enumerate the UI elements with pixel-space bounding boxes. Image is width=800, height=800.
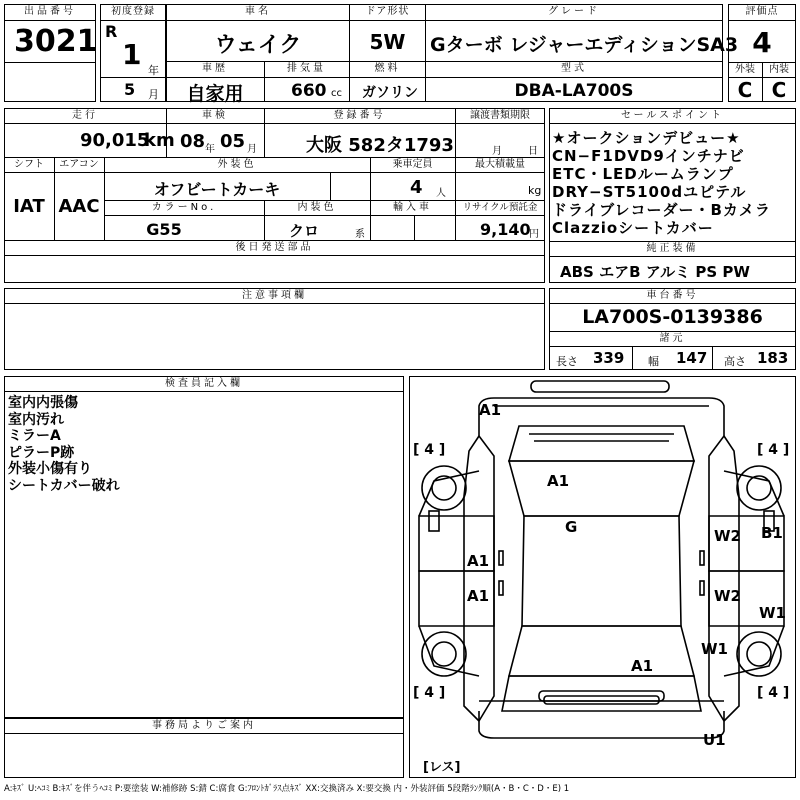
tire-label: [ 4 ] [757, 685, 790, 701]
tire-label: [ 4 ] [413, 442, 446, 458]
score-header: 評価点 [745, 6, 779, 17]
chassis-header: 車台番号 [646, 290, 699, 301]
exterior-grade: C [737, 78, 753, 102]
legend: A:ｷｽﾞ U:ﾍｺﾐ B:ｷｽﾞを伴うﾍｺﾐ P:要塗装 W:補修跡 S:錆 C:腐食 G:ﾌﾛﾝﾄｶﾞﾗｽ点ｷｽﾞ XX:交換済み X:要交換 内・外装評価 5段階ﾗﾝｸ順(A・B・C・D・E) 1 [4, 784, 570, 794]
inspector-notes-header: 検査員記入欄 [165, 378, 243, 389]
capacity-unit: 人 [436, 188, 446, 199]
shift-header: シフト [14, 159, 44, 170]
damage-mark: W2 [714, 527, 741, 545]
import-header: 輸入車 [393, 202, 432, 213]
damage-mark: B1 [761, 524, 783, 542]
grade: Gターボ レジャーエディションSA3 [430, 34, 739, 56]
model-code: DBA-LA700S [514, 81, 634, 101]
inspector-notes-box [4, 376, 404, 718]
tire-label: [ 4 ] [413, 685, 446, 701]
interior-grade: C [771, 78, 787, 102]
damage-mark: G [565, 518, 578, 536]
inspector-note: シートカバー破れ [8, 477, 120, 494]
car-name-header: 車名 [245, 6, 271, 17]
inspector-note: 室内内張傷 [8, 395, 78, 411]
sales-points-header: セールスポイント [620, 110, 725, 121]
width-label: 幅 [648, 355, 659, 368]
inspector-note: 外装小傷有り [8, 461, 92, 477]
length-label: 長さ [556, 355, 578, 368]
km-unit: km [144, 130, 175, 151]
damage-mark: A1 [467, 587, 490, 605]
damage-mark: W2 [714, 587, 741, 605]
deadline-month-unit: 月 [492, 146, 502, 157]
recycle-fee: 9,140 [480, 220, 531, 239]
lot-number: 3021 [14, 24, 98, 59]
shift-value: IAT [13, 196, 45, 217]
color-no-header: カラーNo. [151, 202, 217, 213]
model-header: 型式 [561, 63, 587, 74]
capacity-header: 乗車定員 [392, 159, 433, 170]
score: 4 [752, 26, 772, 59]
sales-point: CN−F1DVD9インチナビ [552, 147, 745, 165]
damage-mark: W1 [759, 604, 786, 622]
max-load-header: 最大積載量 [475, 159, 525, 170]
damage-mark: W1 [701, 640, 728, 658]
sales-point: ETC・LEDルームランプ [552, 165, 734, 183]
door-header: ドア形状 [365, 6, 410, 17]
sales-point: ドライブレコーダー・Bカメラ [552, 201, 771, 219]
fuel-header: 燃料 [374, 63, 401, 74]
transfer-deadline-header: 譲渡書類期限 [470, 110, 530, 121]
capacity: 4 [410, 177, 423, 198]
office-notice-header: 事務局よりご案内 [152, 720, 256, 731]
month-unit: 月 [148, 88, 159, 101]
damage-mark: A1 [547, 472, 570, 490]
spare-tire-label: [レス] [423, 760, 461, 775]
plate-number: 大阪 582タ1793 [306, 135, 454, 156]
deadline-day-unit: 日 [528, 146, 538, 157]
fuel-type: ガソリン [362, 85, 418, 101]
cc-unit: cc [331, 88, 342, 99]
damage-mark: A1 [631, 657, 654, 675]
width-value: 147 [676, 349, 708, 367]
displacement-header: 排気量 [287, 63, 326, 74]
mileage-header: 走行 [72, 110, 98, 121]
history-header: 車歴 [202, 63, 228, 74]
displacement: 660 [291, 81, 327, 101]
inspector-note: ピラーP跡 [8, 444, 75, 461]
car-damage-diagram [409, 376, 796, 778]
lot-number-header: 出品番号 [24, 6, 76, 17]
tire-label: [ 4 ] [757, 442, 790, 458]
first-reg-month: 5 [124, 80, 136, 99]
inspection-header: 車検 [202, 110, 228, 121]
load-unit: kg [528, 184, 542, 197]
plate-header: 登録番号 [333, 110, 386, 121]
interior-color-header: 内装色 [297, 202, 337, 213]
interior-header: 内装 [769, 64, 789, 75]
sales-point: DRY−ST5100dユピテル [552, 183, 747, 201]
chassis-number: LA700S-0139386 [582, 306, 763, 328]
interior-color: クロ [288, 222, 319, 240]
year-unit: 年 [148, 64, 159, 77]
height-label: 高さ [724, 355, 746, 368]
aircon-value: AAC [58, 196, 100, 217]
notes-header: 注意事項欄 [242, 290, 307, 301]
aircon-header: エアコン [59, 159, 99, 170]
sales-point: Clazzioシートカバー [552, 219, 714, 237]
damage-mark: U1 [703, 731, 726, 749]
sales-point: ★オークションデビュー★ [552, 129, 741, 147]
era-label: R [105, 22, 118, 41]
first-reg-year: 1 [122, 38, 142, 71]
damage-mark: A1 [467, 552, 490, 570]
inspection-month: 05 [220, 131, 246, 152]
inspection-year: 08 [180, 131, 206, 152]
color-header: 外装色 [217, 159, 257, 170]
inspection-year-unit: 年 [205, 144, 215, 155]
inspector-note: 室内汚れ [8, 411, 64, 428]
car-name: ウェイク [214, 33, 302, 58]
inspector-note: ミラーA [8, 428, 61, 444]
genuine-equipment-header: 純正装備 [646, 243, 699, 254]
damage-mark: A1 [479, 401, 502, 419]
door-type: 5W [369, 30, 406, 54]
exterior-header: 外装 [735, 64, 755, 75]
yen-unit: 円 [529, 229, 539, 240]
genuine-equipment: ABS エアB アルミ PS PW [560, 263, 750, 281]
height-value: 183 [757, 349, 789, 367]
grade-header: グレード [548, 6, 600, 17]
exterior-color: オフビートカーキ [153, 180, 281, 199]
length-value: 339 [593, 349, 625, 367]
inspection-month-unit: 月 [247, 144, 257, 155]
recycle-header: リサイクル預託金 [462, 202, 538, 213]
later-parts-header: 後日発送部品 [235, 242, 314, 253]
interior-color-suffix: 系 [355, 229, 365, 240]
first-registration-header: 初度登録 [111, 6, 155, 17]
mileage: 90,015 [80, 130, 150, 151]
vehicle-history: 自家用 [186, 83, 244, 105]
specs-header: 諸元 [659, 333, 686, 344]
color-number: G55 [146, 220, 182, 239]
